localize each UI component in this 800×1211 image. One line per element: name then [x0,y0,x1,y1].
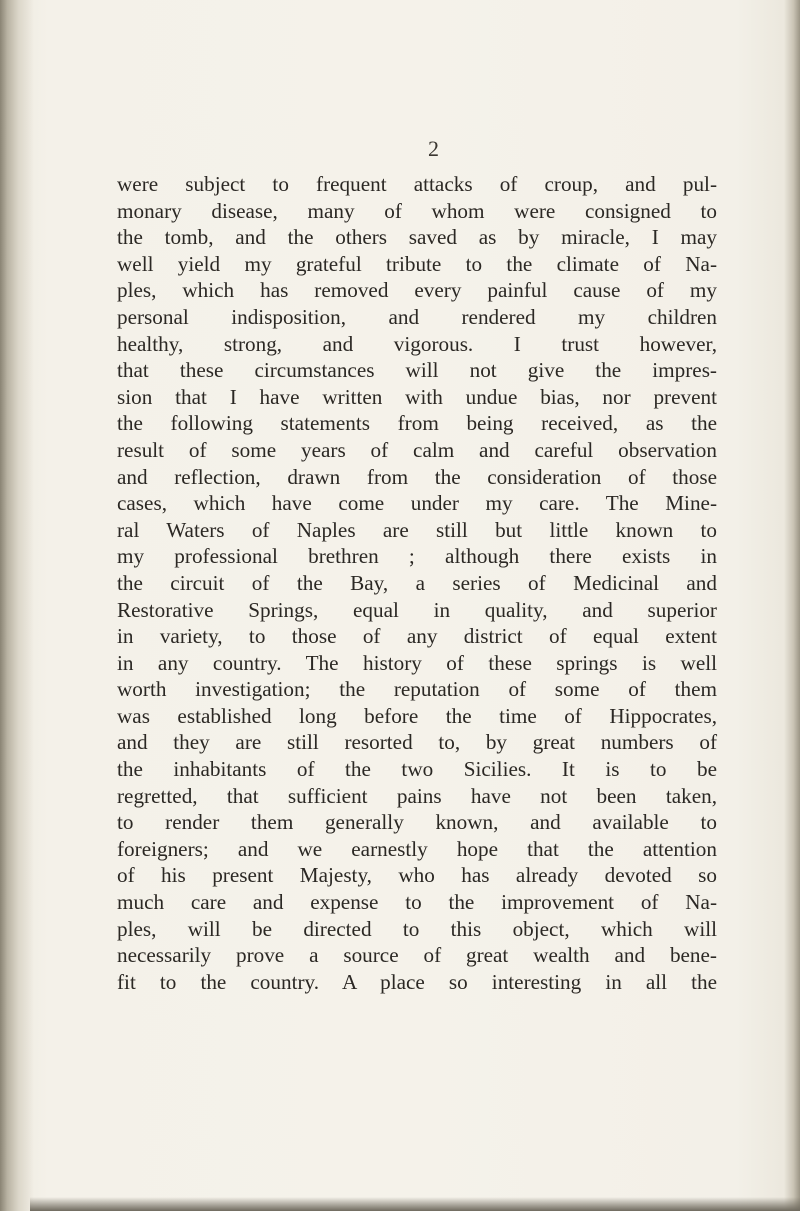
text-line: healthy, strong, and vigorous. I trust however, [117,331,717,356]
text-line: ral Waters of Naples are still but little known to [117,517,717,542]
text-line: monary disease, many of whom were consigned to [117,198,717,223]
text-line: in variety, to those of any district of equal extent [117,624,717,649]
text-line: sion that I have written with undue bias, nor prevent [117,384,717,409]
text-line: foreigners; and we earnestly hope that the attention [117,836,717,861]
text-line: that these circumstances will not give the impres- [117,358,717,383]
text-line: to render them generally known, and available to [117,810,717,835]
page-edge-bottom [30,1197,800,1211]
text-line: much care and expense to the improvement of Na- [117,890,717,915]
text-line: ples, which has removed every painful cause of my [117,278,717,303]
text-line: regretted, that sufficient pains have not been taken, [117,783,717,808]
text-line: and they are still resorted to, by great numbers of [117,730,717,755]
text-line: of his present Majesty, who has already devoted so [117,863,717,888]
text-line: necessarily prove a source of great wealth and bene- [117,943,717,968]
page-edge-right [784,0,800,1211]
text-line: and reflection, drawn from the consideration of those [117,464,717,489]
text-line: ples, will be directed to this object, which will [117,916,717,941]
body-text [117,171,717,995]
text-line: the tomb, and the others saved as by miracle, I may [117,225,717,250]
text-line: cases, which have come under my care. The Mine- [117,491,717,516]
text-line: fit to the country. A place so interesting in all the [117,969,717,994]
binding-shadow [0,0,34,1211]
text-line: the inhabitants of the two Sicilies. It is to be [117,757,717,782]
text-line: well yield my grateful tribute to the climate of Na- [117,251,717,276]
page-number: 2 [428,136,439,161]
text-line: personal indisposition, and rendered my children [117,304,717,329]
text-line: in any country. The history of these springs is well [117,650,717,675]
text-line: result of some years of calm and careful observation [117,437,717,462]
text-line: the following statements from being received, as the [117,411,717,436]
text-line: was established long before the time of Hippocrates, [117,703,717,728]
text-line: worth investigation; the reputation of some of them [117,677,717,702]
text-line: the circuit of the Bay, a series of Medicinal and [117,570,717,595]
text-line: my professional brethren ; although there exists in [117,544,717,569]
text-line: were subject to frequent attacks of croup, and pul- [117,172,717,196]
text-line: Restorative Springs, equal in quality, and superior [117,597,717,622]
